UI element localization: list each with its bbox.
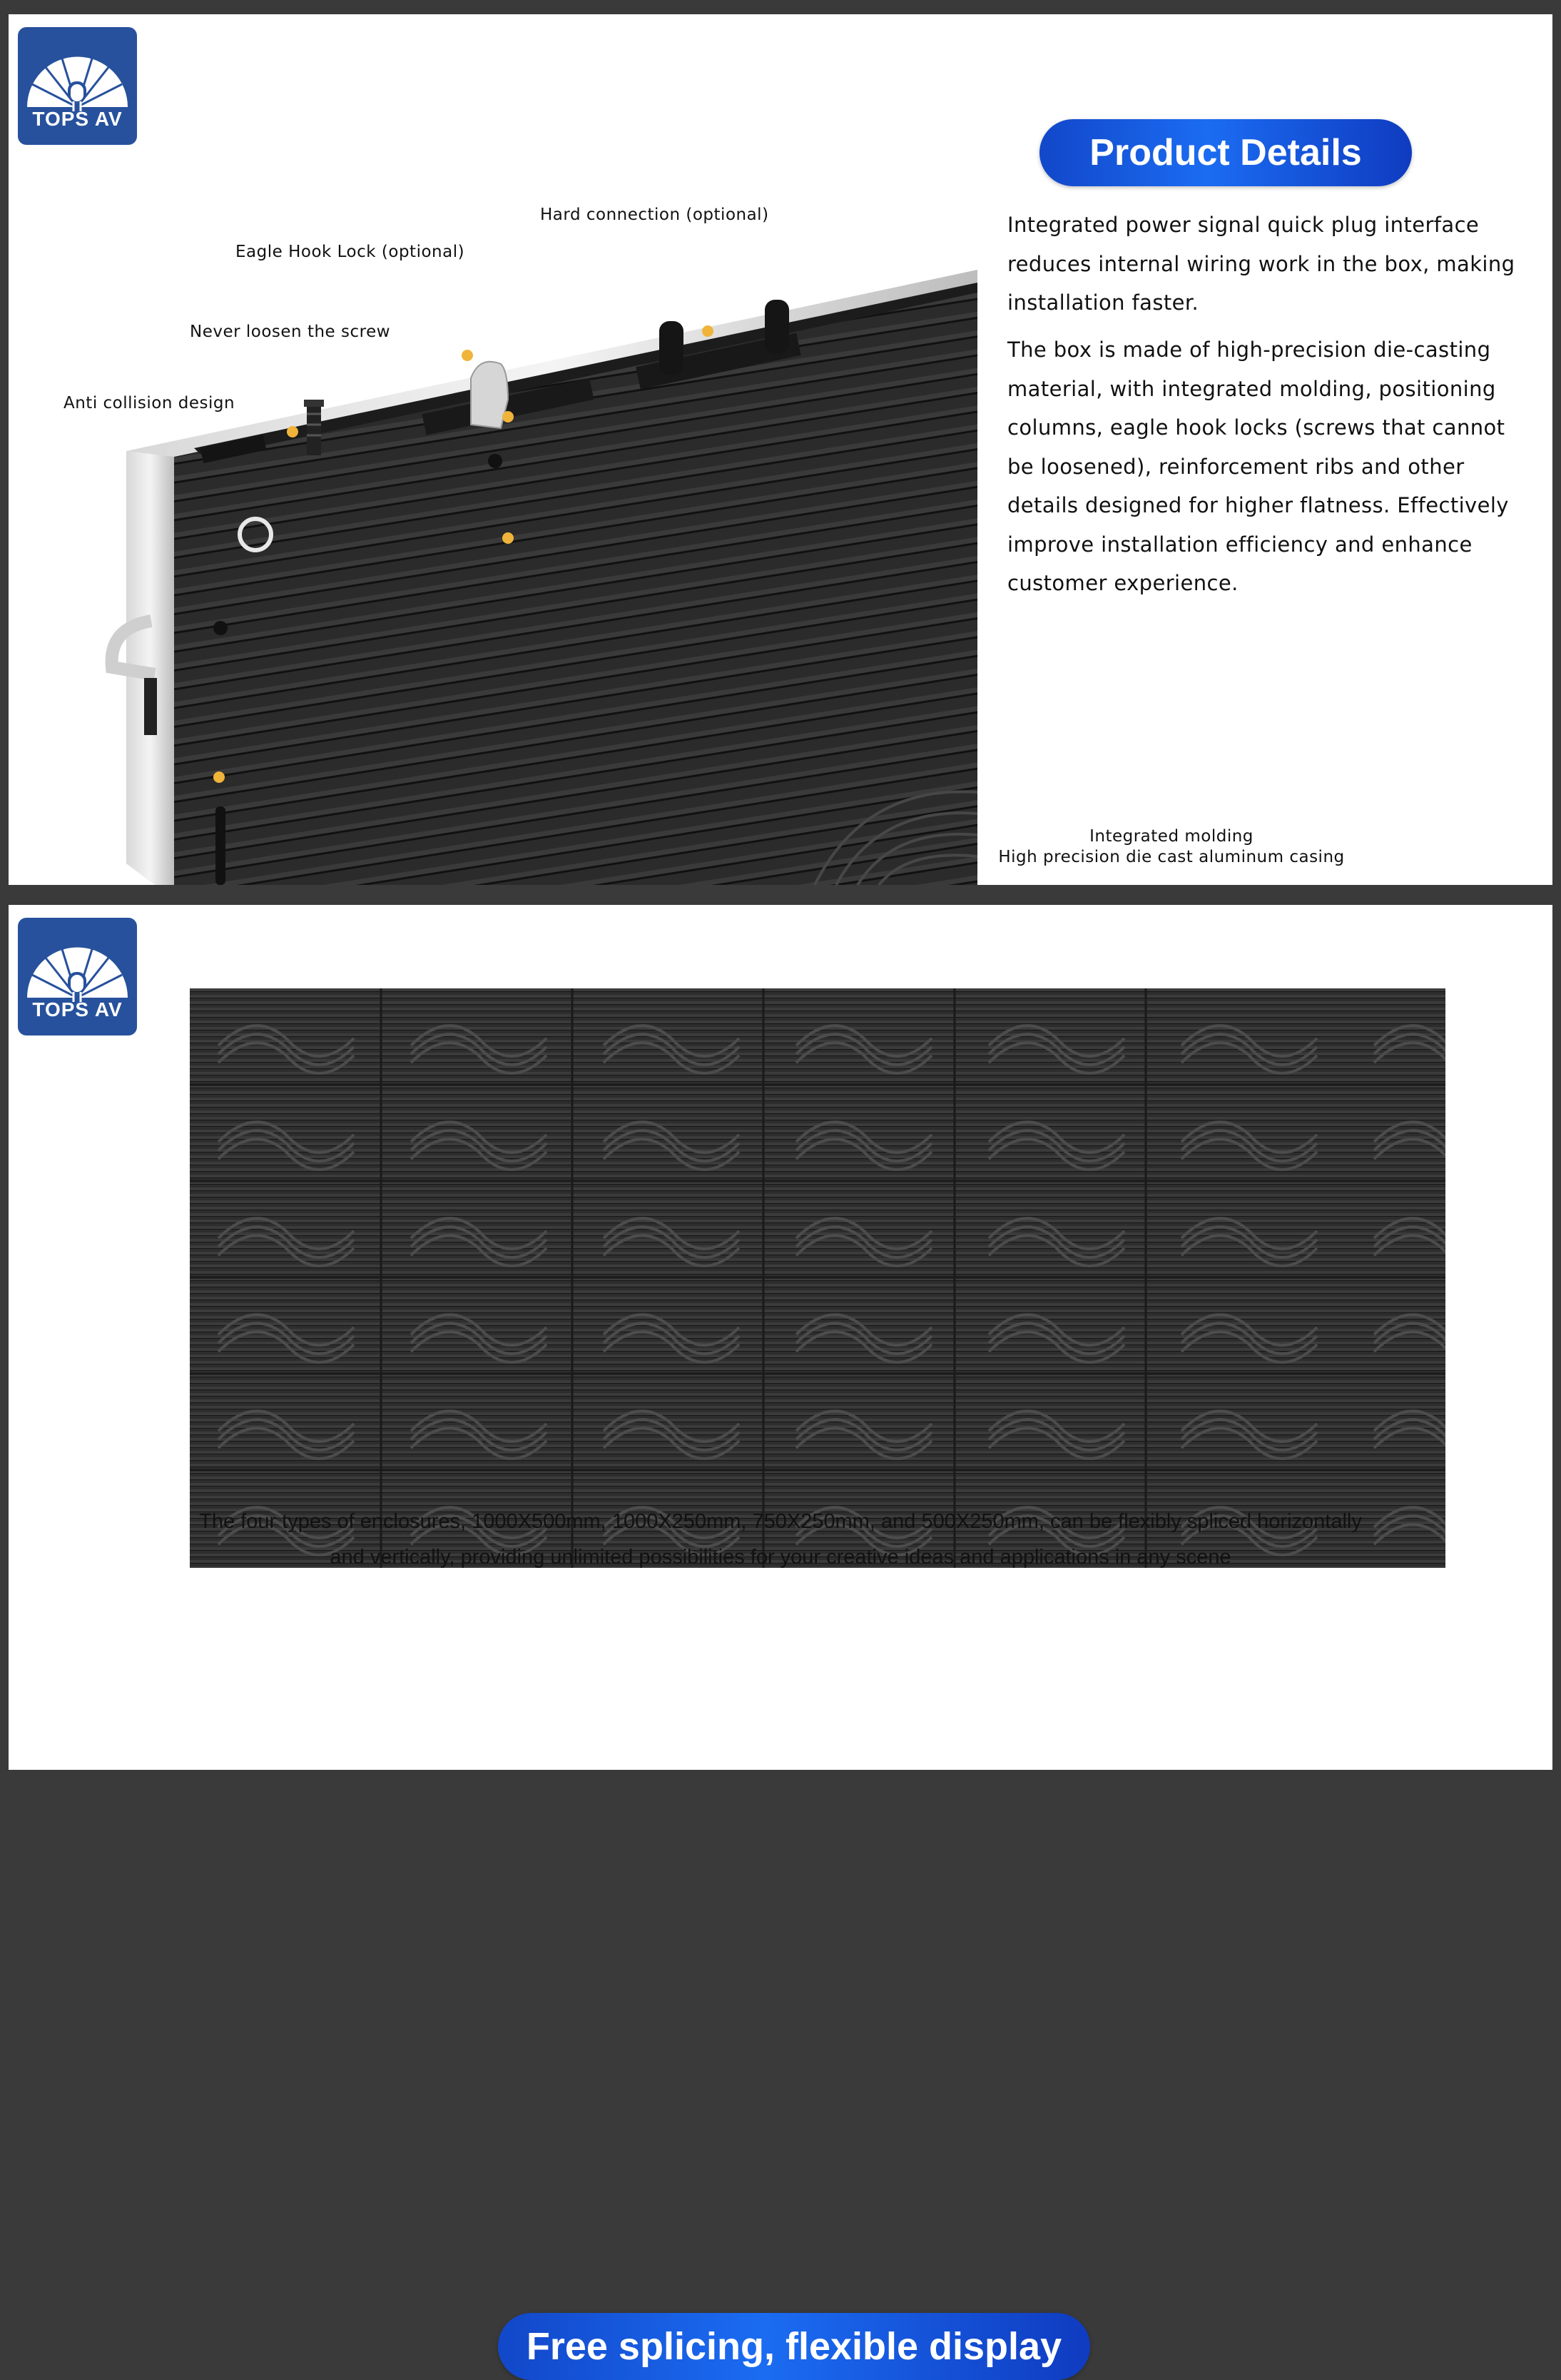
cabinet-corner-illustration (9, 14, 986, 885)
spliced-cabinets-illustration (190, 988, 1445, 1568)
product-details-heading: Product Details (1039, 119, 1412, 186)
product-details-panel (9, 14, 1552, 885)
description-paragraph-2: The box is made of high-precision die-casting material, with integrated molding, positioning columns, eagle hook locks (screws that cannot be loosened), reinforcement ribs and other details designed for higher flatness. Effectively improve installation efficiency and enhance customer experience. (1007, 338, 1509, 595)
description-paragraph-1: Integrated power signal quick plug interface reduces internal wiring work in the box, making installation faster. (1007, 213, 1515, 315)
brand-name: TOPS AV (32, 998, 123, 1021)
caption-line-2: High precision die cast aluminum casing (998, 848, 1345, 866)
free-splicing-heading: Free splicing, flexible display (498, 2313, 1090, 2380)
splicing-description-line-1: The four types of enclosures, 1000X500mm, 1000X250mm, 750X250mm, and 500X250mm, can be flexibly spliced horizontally (199, 1510, 1362, 1533)
free-splicing-panel (9, 905, 1552, 2368)
screw-icon (304, 400, 324, 455)
caption-line-1: Integrated molding (1089, 827, 1254, 846)
callout-eagle-hook: Eagle Hook Lock (optional) (235, 243, 465, 261)
callout-hard-connection: Hard connection (optional) (540, 206, 769, 224)
splicing-description-line-2: and vertically, providing unlimited possibilities for your creative ideas and applications in any scene (330, 1546, 1231, 1569)
callout-anti-collision: Anti collision design (63, 394, 235, 412)
brand-logo (18, 918, 137, 1035)
brand-name: TOPS AV (32, 108, 123, 130)
eagle-hook-icon (471, 362, 508, 428)
callout-screw: Never loosen the screw (190, 323, 391, 341)
